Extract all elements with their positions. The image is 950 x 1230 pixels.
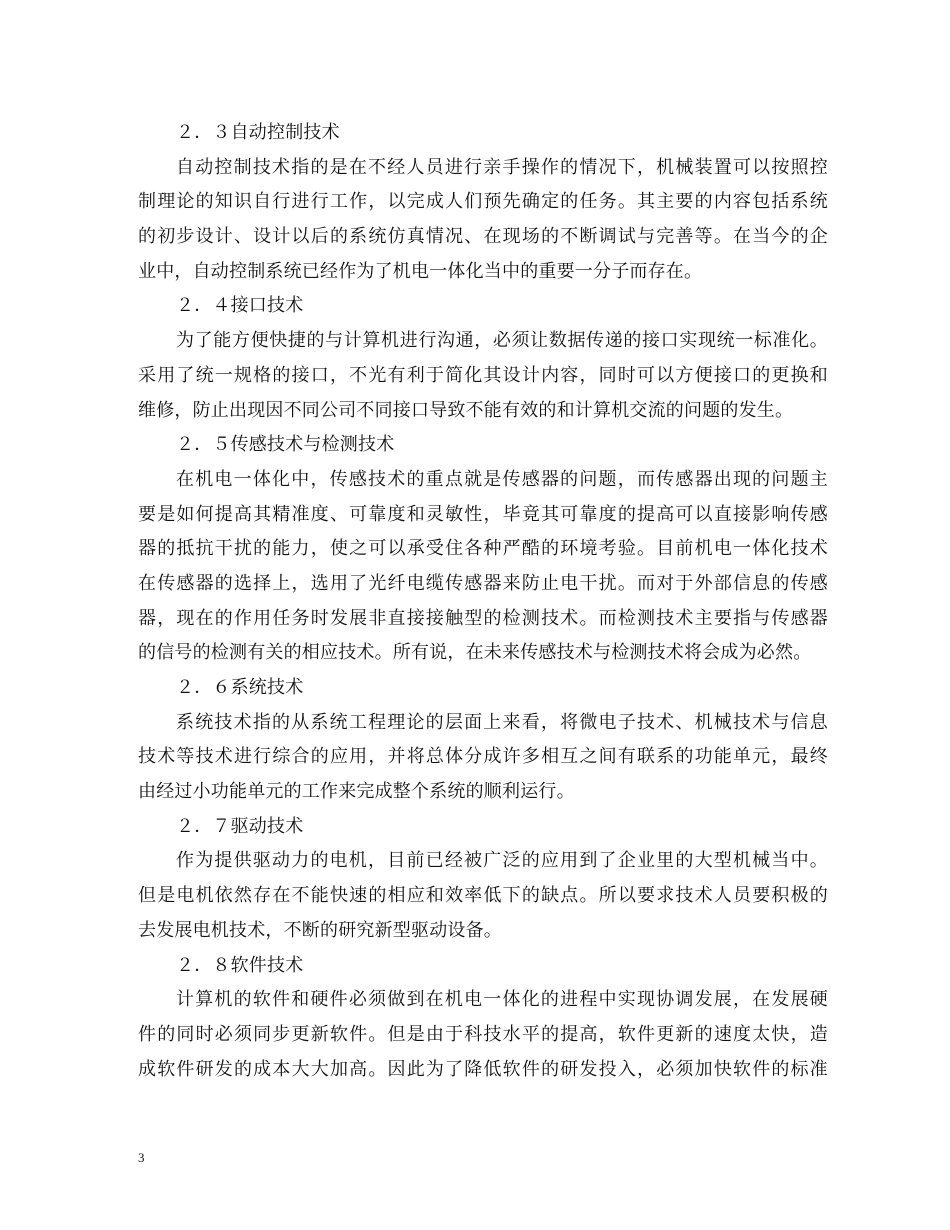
paragraph-line: 器，现在的作用任务时发展非直接接触型的检测技术。而检测技术主要指与传感器 bbox=[138, 607, 828, 629]
paragraph-line: 的信号的检测有关的相应技术。所有说，在未来传感技术与检测技术将会成为必然。 bbox=[138, 642, 812, 664]
section-heading: ２．４接口技术 bbox=[176, 295, 304, 317]
paragraph-line: 器的抵抗干扰的能力，使之可以承受住各种严酷的环境考验。目前机电一体化技术 bbox=[138, 538, 828, 560]
section-heading: ２．８软件技术 bbox=[176, 954, 304, 976]
section-heading: ２．６系统技术 bbox=[176, 677, 304, 698]
paragraph-line: 由经过小功能单元的工作来完成整个系统的顺利运行。 bbox=[138, 781, 575, 803]
paragraph-line: 为了能方便快捷的与计算机进行沟通，必须让数据传递的接口实现统一标准化。 bbox=[176, 330, 828, 352]
paragraph-line: 采用了统一规格的接口，不光有利于简化其设计内容，同时可以方便接口的更换和 bbox=[138, 364, 828, 386]
paragraph-line: 的初步设计、设计以后的系统仿真情况、在现场的不断调试与完善等。在当今的企 bbox=[138, 226, 828, 248]
paragraph-line: 作为提供驱动力的电机，目前已经被广泛的应用到了企业里的大型机械当中。 bbox=[176, 850, 828, 872]
paragraph-line: 要是如何提高其精准度、可靠度和灵敏性，毕竟其可靠度的提高可以直接影响传感 bbox=[138, 503, 828, 525]
section-heading: ２．７驱动技术 bbox=[176, 815, 304, 837]
paragraph-line: 但是电机依然存在不能快速的相应和效率低下的缺点。所以要求技术人员要积极的 bbox=[138, 885, 828, 907]
paragraph-line: 件的同时必须同步更新软件。但是由于科技水平的提高，软件更新的速度太快，造 bbox=[138, 1023, 828, 1045]
document-body bbox=[138, 116, 828, 1087]
page-number: 3 bbox=[138, 1150, 145, 1165]
paragraph-line: 制理论的知识自行进行工作，以完成人们预先确定的任务。其主要的内容包括系统 bbox=[138, 191, 828, 213]
paragraph-line: 维修，防止出现因不同公司不同接口导致不能有效的和计算机交流的问题的发生。 bbox=[138, 399, 794, 421]
paragraph-line: 系统技术指的从系统工程理论的层面上来看，将微电子技术、机械技术与信息 bbox=[176, 711, 828, 733]
paragraph-line: 成软件研发的成本大大加高。因此为了降低软件的研发投入，必须加快软件的标准 bbox=[138, 1058, 828, 1080]
paragraph-line: 业中，自动控制系统已经作为了机电一体化当中的重要一分子而存在。 bbox=[138, 260, 703, 282]
paragraph-line: 在传感器的选择上，选用了光纤电缆传感器来防止电干扰。而对于外部信息的传感 bbox=[138, 572, 828, 594]
paragraph-line: 去发展电机技术，不断的研究新型驱动设备。 bbox=[138, 919, 502, 941]
section-heading: ２．５传感技术与检测技术 bbox=[176, 434, 395, 456]
paragraph-line: 在机电一体化中，传感技术的重点就是传感器的问题，而传感器出现的问题主 bbox=[176, 468, 828, 490]
paragraph-line: 自动控制技术指的是在不经人员进行亲手操作的情况下，机械装置可以按照控 bbox=[176, 156, 828, 178]
paragraph-line: 计算机的软件和硬件必须做到在机电一体化的进程中实现协调发展，在发展硬 bbox=[176, 989, 828, 1011]
paragraph-line: 技术等技术进行综合的应用，并将总体分成许多相互之间有联系的功能单元，最终 bbox=[138, 746, 828, 768]
section-heading: ２．３自动控制技术 bbox=[176, 122, 340, 143]
